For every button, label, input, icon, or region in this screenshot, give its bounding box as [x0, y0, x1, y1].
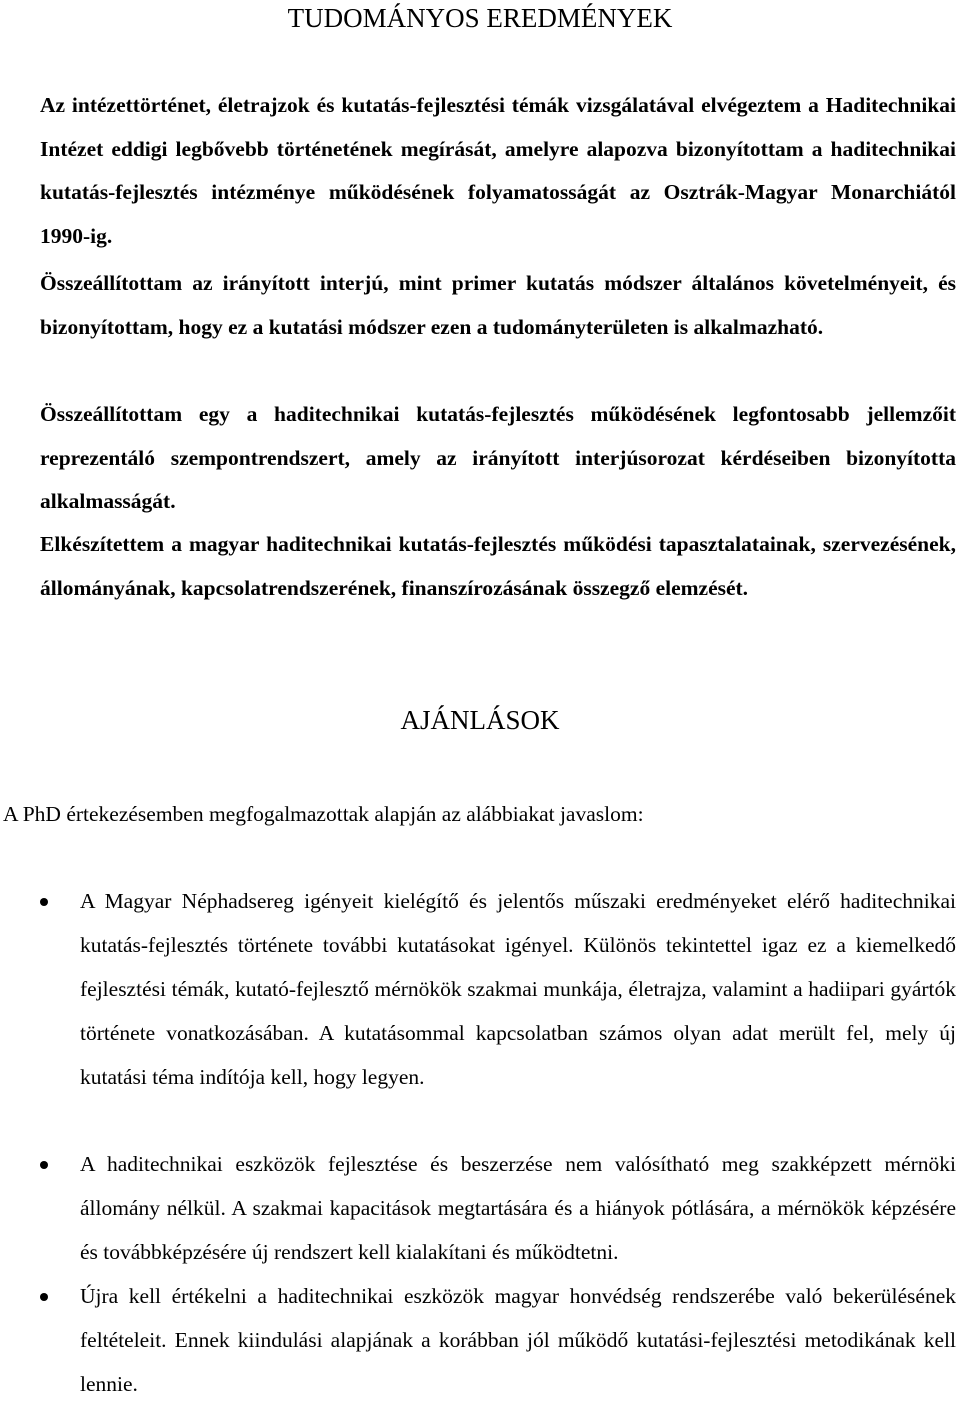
- recommendation-item-3: [80, 1274, 956, 1406]
- recommendation-text: Újra kell értékelni a haditechnikai eszközök magyar honvédség rendszerébe való bekerülésének feltételeit. Ennek kiindulási alapjának a korábban jól működő kutatási-fejlesztési metodikának kell lennie.: [80, 1284, 956, 1396]
- bullet-icon: [40, 1161, 48, 1169]
- recommendation-text: A haditechnikai eszközök fejlesztése és beszerzése nem valósítható meg szakképzett mérnöki állomány nélkül. A szakmai kapacitások megtartására és a hiányok pótlására, a mérnökök képzésére és továbbképzésére új rendszert kell kialakítani és működtetni.: [80, 1152, 956, 1264]
- bullet-icon: [40, 898, 48, 906]
- recommendations-intro: A PhD értekezésemben megfogalmazottak alapján az alábbiakat javaslom:: [3, 802, 644, 826]
- result-number: [0, 393, 40, 437]
- bullet-icon: [40, 1293, 48, 1301]
- recommendation-text: A Magyar Néphadsereg igényeit kielégítő és jelentős műszaki eredményeket elérő haditechnikai kutatás-fejlesztés története további kutatásokat igényel. Különös tekintettel igaz ez a kiemelkedő fejlesztési témák, kutató-fejlesztő mérnökök szakmai munkája, életrajza, valamint a hadiipari gyártók története vonatkozásában. A kutatásommal kapcsolatban számos olyan adat merült fel, mely új kutatási téma indítója kell, hogy legyen.: [80, 889, 956, 1089]
- results-heading: TUDOMÁNYOS EREDMÉNYEK: [287, 3, 673, 33]
- result-item-3: [40, 393, 956, 524]
- recommendation-item-2: [80, 1142, 956, 1274]
- result-number: [0, 84, 40, 128]
- result-text: Az intézettörténet, életrajzok és kutatás-fejlesztési témák vizsgálatával elvégeztem a Haditechnikai Intézet eddigi legbővebb történetének megírását, amelyre alapozva bizonyítottam a haditechnikai kutatás-fejlesztés intézménye működésének folyamatosságát az Osztrák-Magyar Monarchiától 1990-ig.: [40, 93, 956, 248]
- result-number: [0, 523, 40, 567]
- result-item-2: [40, 262, 956, 349]
- result-number: [0, 262, 40, 306]
- result-text: Összeállítottam az irányított interjú, mint primer kutatás módszer általános követelményeit, és bizonyítottam, hogy ez a kutatási módszer ezen a tudományterületen is alkalmazható.: [40, 271, 956, 339]
- result-item-1: [40, 84, 956, 258]
- result-text: Összeállítottam egy a haditechnikai kutatás-fejlesztés működésének legfontosabb jellemzőit reprezentáló szempontrendszert, amely az irányított interjúsorozat kérdéseiben bizonyította alkalmasságát.: [40, 402, 956, 513]
- result-text: Elkészítettem a magyar haditechnikai kutatás-fejlesztés működési tapasztalatainak, szervezésének, állományának, kapcsolatrendszerének, finanszírozásának összegző elemzését.: [40, 532, 956, 600]
- recommendation-item-1: [80, 879, 956, 1099]
- result-item-4: [40, 523, 956, 610]
- recommendations-heading: AJÁNLÁSOK: [400, 705, 560, 735]
